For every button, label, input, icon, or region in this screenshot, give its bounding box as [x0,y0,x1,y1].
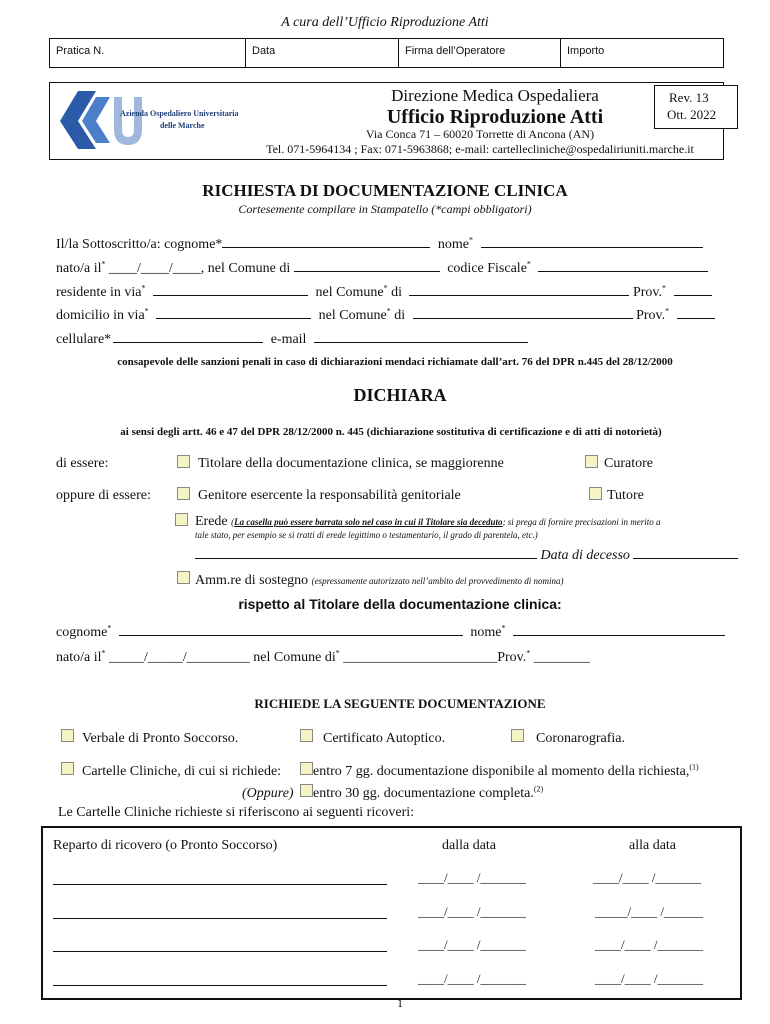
logo-line2: delle Marche [160,121,205,130]
row-titolare-cognome: cognome* nome* [56,625,725,641]
domicilio-comune-label: nel Comune [318,308,387,323]
revision-number: Rev. 13 [669,90,709,105]
curatore-checkbox[interactable] [585,455,598,468]
amministratore-label: Amm.re di sostegno [195,573,309,588]
firma-label: Firma dell’Operatore [405,45,506,57]
row-domicilio: domicilio in via* nel Comune* di Prov.* [56,308,715,324]
row-decesso [195,548,738,564]
titolare-label: Titolare della documentazione clinica, se maggiorenne [198,456,504,471]
dalla-input-3[interactable]: ____/____ /_______ [418,937,526,952]
row-residente: residente in via* nel Comune* di Prov.* [56,285,712,301]
titolare-nome-label: nome [470,625,502,640]
dalla-input-4[interactable]: ____/____ /_______ [418,971,526,986]
firma-cell[interactable] [399,39,561,67]
erede-dettagli-input[interactable] [195,557,537,559]
cf-label: codice Fiscale [447,261,527,276]
dalla-input-2[interactable]: ____/____ /_______ [418,904,526,919]
reparto-input-2[interactable] [53,917,387,919]
titolare-cognome-input[interactable] [119,634,463,636]
cartelle-label: Cartelle Cliniche, di cui si richiede: [82,764,282,779]
direzione-title: Direzione Medica Ospedaliera [391,86,599,105]
note1-ref: (1) [689,762,699,772]
reparto-input-4[interactable] [53,984,387,986]
erede-label: Erede [195,514,228,529]
row-titolare-nascita: nato/a il* _____/_____/_________ nel Comune di* ______________________Prov.* ________ [56,648,590,665]
ricoveri-text: Le Cartelle Cliniche richieste si riferiscono ai seguenti ricoveri: [58,805,415,820]
residente-via-input[interactable] [153,294,308,296]
alla-input-2[interactable]: _____/____ /______ [595,904,703,919]
nome-input[interactable] [481,246,703,248]
titolare-comune-field[interactable]: ______________________Prov. [343,650,527,665]
genitore-label: Genitore esercente la responsabilità genitoriale [198,488,461,503]
oppure-text: (Oppure) [242,786,294,801]
top-caption: A cura dell’Ufficio Riproduzione Atti [281,15,489,30]
residente-di-label: di [391,285,402,300]
entro7-row [313,764,699,780]
titolare-nato-label: nato/a il [56,650,102,665]
ai-sensi-text: ai sensi degli artt. 46 e 47 del DPR 28/12/2000 n. 445 (dichiarazione sostitutiva di certificazione e di atti di notorietà) [120,426,662,438]
cognome-input[interactable] [222,246,430,248]
erede-note-underlined: La casella può essere barrata solo nel caso in cui il Titolare sia deceduto [234,517,503,527]
form-subtitle: Cortesemente compilare in Stampatello (*campi obbligatori) [238,202,532,216]
pratica-cell[interactable] [50,39,246,67]
tutore-checkbox[interactable] [589,487,602,500]
coronarografia-label: Coronarografia. [536,731,626,746]
row-cognome: Il/la Sottoscritto/a: cognome* nome* [56,237,703,253]
titolare-cognome-label: cognome [56,625,108,640]
logo-icon [56,87,236,153]
reparto-input-3[interactable] [53,950,387,952]
certificato-label: Certificato Autoptico. [323,731,446,746]
erede-note-rest: ; si prega di fornire precisazioni in merito a [502,517,661,527]
di-essere-label: di essere: [56,456,109,471]
alla-input-1[interactable]: ____/____ /_______ [593,870,701,885]
codice-fiscale-input[interactable] [538,270,708,272]
erede-checkbox[interactable] [175,513,188,526]
residente-comune-input[interactable] [409,294,629,296]
data-decesso-input[interactable] [633,557,738,559]
col-alla-header: alla data [629,838,677,853]
contacts: Tel. 071-5964134 ; Fax: 071-5963868; e-mail: cartellecliniche@ospedaliriuniti.marche.it [266,142,694,156]
row-nascita: nato/a il* ____/____/____, nel Comune di codice Fiscale* [56,261,708,277]
domicilio-prov-input[interactable] [677,317,715,319]
erede-note-line2: tale stato, per esempio se si tratti di erede legittimo o testamentario, il grado di parentela, etc.) [195,530,538,540]
ufficio-title: Ufficio Riproduzione Atti [386,106,604,128]
amministratore-checkbox[interactable] [177,571,190,584]
pratica-label: Pratica N. [56,45,105,57]
entro30-row [242,786,294,802]
verbale-checkbox[interactable] [61,729,74,742]
residente-label: residente in via [56,285,142,300]
titolare-nome-input[interactable] [513,634,725,636]
email-label: e-mail [270,332,307,347]
rispetto-heading: rispetto al Titolare della documentazione clinica: [238,596,562,612]
erede-row: Erede (La casella può essere barrata solo nel caso in cui il Titolare sia deceduto; si prega di fornire precisazioni in merito a [195,514,661,529]
titolare-checkbox[interactable] [177,455,190,468]
domicilio-prov-label: Prov. [636,308,666,323]
form-title: RICHIESTA DI DOCUMENTAZIONE CLINICA [202,181,568,200]
cartelle-checkbox[interactable] [61,762,74,775]
domicilio-di-label: di [394,308,406,323]
residente-comune-label: nel Comune [315,285,384,300]
domicilio-comune-input[interactable] [413,317,633,319]
nato-date-field[interactable]: ____/____/____, nel Comune di [109,261,291,276]
nome-label: nome [437,237,470,252]
data-decesso-label: Data di decesso [540,548,630,563]
dalla-input-1[interactable]: ____/____ /_______ [418,870,526,885]
note2-ref: (2) [533,784,544,794]
domicilio-via-input[interactable] [156,317,311,319]
curatore-label: Curatore [604,456,653,471]
richiede-heading: RICHIEDE LA SEGUENTE DOCUMENTAZIONE [254,696,546,711]
consapevole-text: consapevole delle sanzioni penali in caso di dichiarazioni mendaci richiamate dall’art. 76 del DPR n.445 del 28/12/2000 [117,356,673,368]
address: Via Conca 71 – 60020 Torrette di Ancona (AN) [365,127,595,141]
alla-input-4[interactable]: ____/____ /_______ [595,971,703,986]
certificato-checkbox[interactable] [300,729,313,742]
nato-label: nato/a il [56,261,102,276]
amm-row [195,573,563,589]
tutore-label: Tutore [607,488,644,503]
amministratore-note: (espressamente autorizzato nell’ambito del provvedimento di nomina) [311,576,564,586]
revision-box [654,85,738,129]
importo-cell[interactable] [561,39,723,67]
ricoveri-table [41,826,742,1000]
cognome-label: Il/la Sottoscritto/a: cognome* [56,237,223,252]
residente-prov-label: Prov. [632,285,663,300]
data-cell[interactable] [246,39,399,67]
domicilio-label: domicilio in via [56,308,145,323]
entro30-text-row [313,786,543,802]
verbale-label: Verbale di Pronto Soccorso. [82,731,239,746]
entro30-checkbox[interactable] [300,784,313,797]
alla-input-3[interactable]: ____/____ /_______ [595,937,703,952]
residente-prov-input[interactable] [674,294,712,296]
col-dalla-header: dalla data [442,838,497,853]
entro7-label: entro 7 gg. documentazione disponibile al momento della richiesta, [313,764,690,779]
hospital-logo [56,87,239,153]
data-label: Data [252,45,276,57]
importo-label: Importo [567,45,605,57]
email-input[interactable] [314,341,528,343]
entro7-checkbox[interactable] [300,762,313,775]
comune-nascita-input[interactable] [294,270,440,272]
titolare-nato-date[interactable]: _____/_____/_________ nel Comune di [109,650,336,665]
coronarografia-checkbox[interactable] [511,729,524,742]
row-contatti [56,332,528,348]
titolare-prov-field[interactable]: ________ [533,650,590,665]
office-use-box [49,38,724,68]
genitore-checkbox[interactable] [177,487,190,500]
reparto-input-1[interactable] [53,883,387,885]
cellulare-label: cellulare* [56,332,112,347]
revision-date: Ott. 2022 [667,107,717,122]
col-reparto-header: Reparto di ricovero (o Pronto Soccorso) [53,838,278,853]
dichiara-heading: DICHIARA [353,385,447,405]
logo-line1: Azienda Ospedaliero Universitaria [120,109,239,118]
page-number: 1 [397,996,403,1010]
entro30-label: entro 30 gg. documentazione completa. [313,786,534,801]
oppure-label: oppure di essere: [56,488,151,503]
cellulare-input[interactable] [113,341,263,343]
